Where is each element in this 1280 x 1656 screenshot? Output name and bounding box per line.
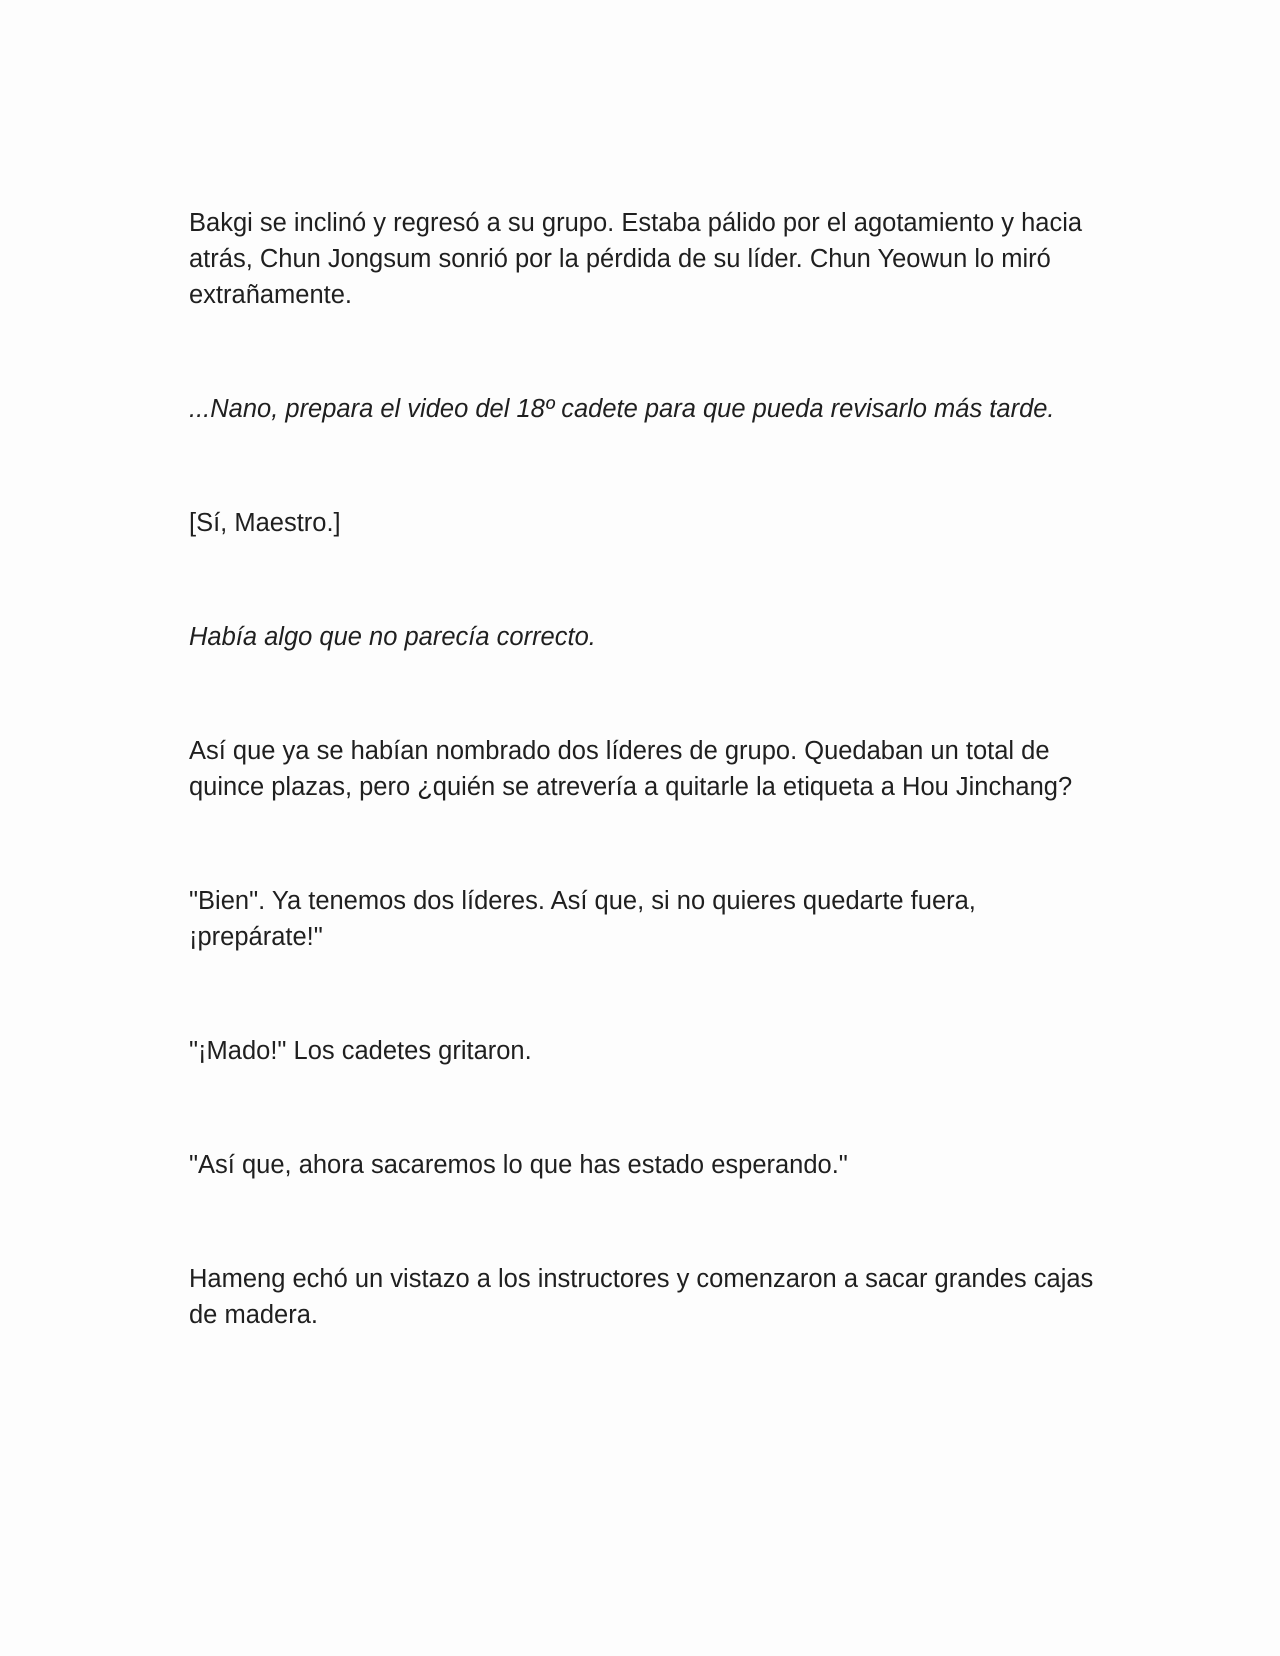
paragraph-lideres-grupo: Así que ya se habían nombrado dos líderes de grupo. Quedaban un total de quince plazas, pero ¿quién se atrevería a quitarle la etiqueta a Hou Jinchang? [189,737,1073,801]
paragraph-nano-thought: ...Nano, prepara el video del 18º cadete para que pueda revisarlo más tarde. [189,395,1055,423]
paragraph-hameng: Hameng echó un vistazo a los instructores y comenzaron a sacar grandes cajas de madera. [189,1265,1094,1329]
paragraph-bien: "Bien". Ya tenemos dos líderes. Así que, si no quieres quedarte fuera, ¡prepárate!" [189,887,976,951]
document-body [189,205,1109,1333]
paragraph-algo-incorrecto: Había algo que no parecía correcto. [189,623,596,651]
paragraph-si-maestro: [Sí, Maestro.] [189,509,341,537]
paragraph-mado: "¡Mado!" Los cadetes gritaron. [189,1037,532,1065]
paragraph-esperando: "Así que, ahora sacaremos lo que has estado esperando." [189,1151,848,1179]
paragraph-bakgi: Bakgi se inclinó y regresó a su grupo. Estaba pálido por el agotamiento y hacia atrás, Chun Jongsum sonrió por la pérdida de su líder. Chun Yeowun lo miró extrañamente. [189,209,1083,309]
